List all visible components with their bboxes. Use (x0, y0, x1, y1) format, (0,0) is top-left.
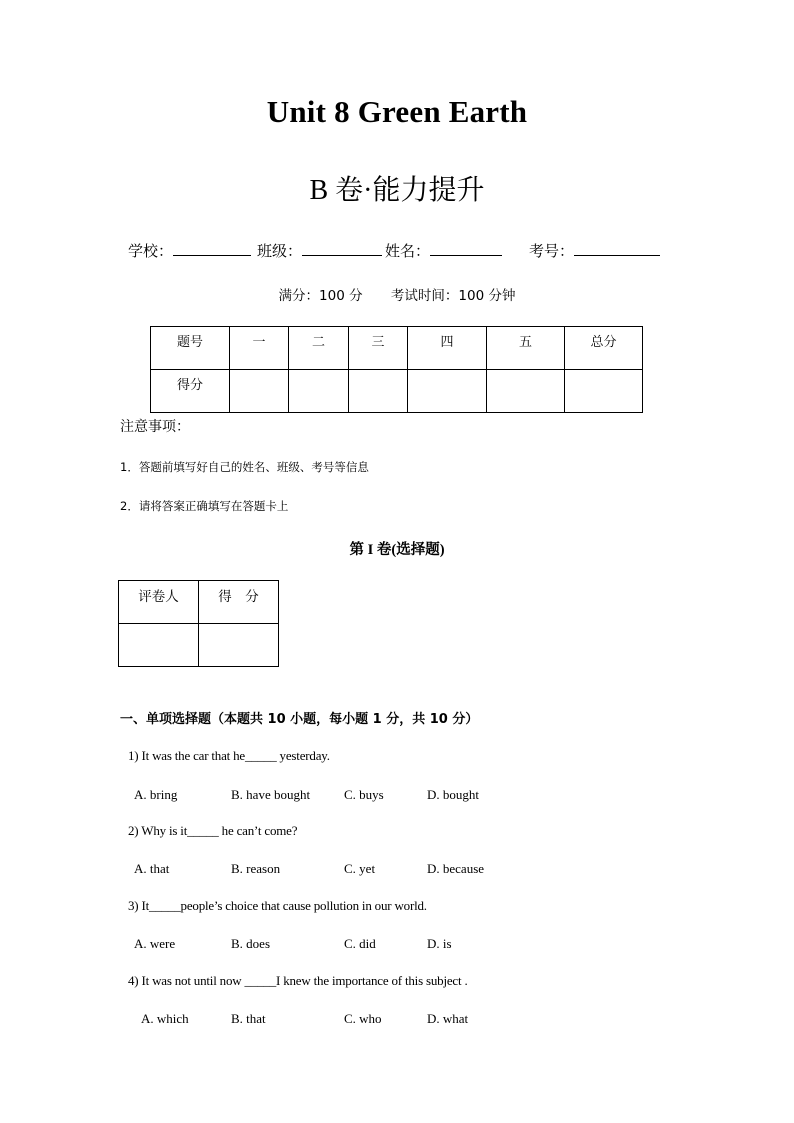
score-header-cell: 三 (349, 327, 408, 370)
number-blank[interactable] (574, 240, 660, 256)
page-subtitle: B 卷·能力提升 (309, 175, 485, 206)
option-d[interactable]: D. what (427, 1011, 469, 1026)
score-table-score-row (151, 370, 643, 413)
exam-meta (0, 284, 794, 304)
grader-score-label: 得 分 (199, 581, 279, 624)
name-label: 姓名： (385, 242, 431, 260)
grader-label: 评卷人 (119, 581, 199, 624)
class-blank[interactable] (302, 240, 382, 256)
question-stem: 2) Why is it_____ he can’t come? (128, 823, 298, 838)
option-a[interactable]: A. which (141, 1011, 189, 1026)
page-title: Unit 8 Green Earth (266, 94, 528, 129)
score-table-header-row (151, 327, 643, 370)
score-header-cell: 四 (408, 327, 487, 370)
score-cell[interactable] (565, 370, 643, 413)
option-b[interactable]: B. that (231, 1011, 266, 1026)
full-score: 满分：100 分 (278, 288, 363, 304)
option-d[interactable]: D. because (427, 861, 485, 876)
score-cell[interactable] (349, 370, 408, 413)
school-field (128, 240, 251, 261)
option-c[interactable]: C. who (344, 1011, 382, 1026)
class-field (257, 240, 382, 261)
school-label: 学校： (128, 242, 174, 260)
grader-cell[interactable] (199, 624, 279, 667)
option-a[interactable]: A. bring (134, 787, 178, 802)
option-b[interactable]: B. does (231, 936, 270, 951)
score-cell[interactable] (230, 370, 289, 413)
grader-table (118, 580, 279, 667)
grader-input-row (119, 624, 279, 667)
school-blank[interactable] (173, 240, 251, 256)
score-header-cell: 一 (230, 327, 289, 370)
grader-cell[interactable] (119, 624, 199, 667)
option-c[interactable]: C. did (344, 936, 376, 951)
note-item: 2．请将答案正确填写在答题卡上 (120, 499, 289, 513)
score-cell[interactable] (289, 370, 349, 413)
option-b[interactable]: B. reason (231, 861, 281, 876)
question-stem: 3) It_____people’s choice that cause pollution in our world. (128, 898, 427, 913)
score-header-cell: 二 (289, 327, 349, 370)
option-d[interactable]: D. is (427, 936, 452, 951)
option-d[interactable]: D. bought (427, 787, 479, 802)
note-item: 1．答题前填写好自己的姓名、班级、考号等信息 (120, 460, 369, 474)
option-a[interactable]: A. were (134, 936, 176, 951)
class-label: 班级： (257, 242, 303, 260)
score-cell[interactable] (408, 370, 487, 413)
name-field (385, 240, 502, 261)
grader-header-row (119, 581, 279, 624)
score-header-cell: 题号 (151, 327, 230, 370)
exam-time: 考试时间：100 分钟 (390, 288, 516, 304)
section-title: 一、单项选择题（本题共 10 小题，每小题 1 分，共 10 分） (120, 712, 479, 727)
score-header-cell: 五 (487, 327, 565, 370)
score-row-label: 得分 (151, 370, 230, 413)
number-field (529, 240, 660, 261)
name-blank[interactable] (430, 240, 502, 256)
part-title: 第 I 卷(选择题) (349, 542, 445, 558)
score-cell[interactable] (487, 370, 565, 413)
option-c[interactable]: C. yet (344, 861, 376, 876)
score-header-cell: 总分 (565, 327, 643, 370)
question-stem: 1) It was the car that he_____ yesterday. (128, 748, 330, 763)
notes-title: 注意事项： (120, 419, 190, 435)
score-table (150, 326, 643, 413)
option-a[interactable]: A. that (134, 861, 170, 876)
option-b[interactable]: B. have bought (231, 787, 311, 802)
question-stem: 4) It was not until now _____I knew the importance of this subject . (128, 973, 468, 988)
number-label: 考号： (529, 242, 575, 260)
option-c[interactable]: C. buys (344, 787, 384, 802)
